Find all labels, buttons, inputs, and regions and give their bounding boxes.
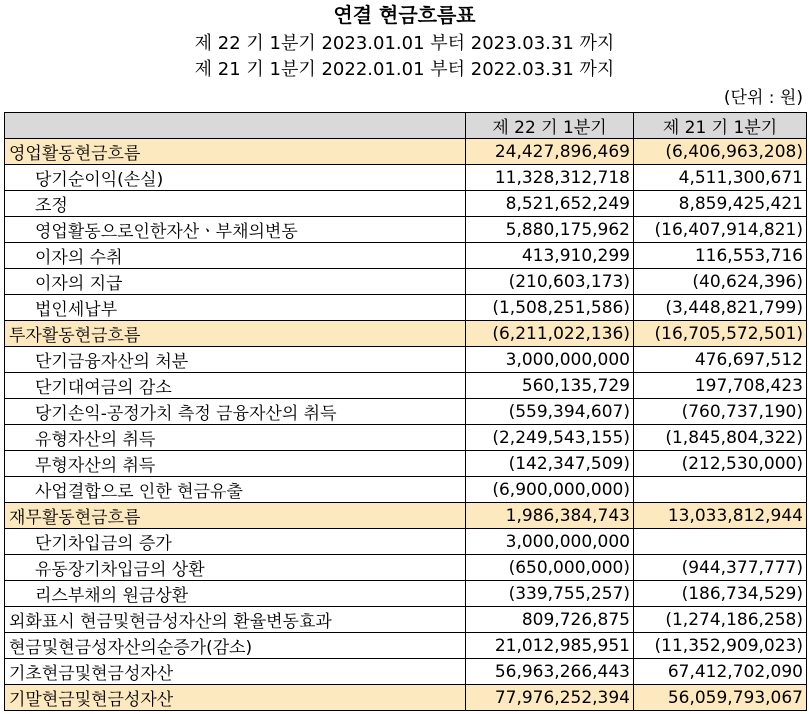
statement-title: 연결 현금흐름표 <box>333 3 476 27</box>
table-row <box>5 191 807 217</box>
row-label: 당기손익-공정가치 측정 금융자산의 취득 <box>5 399 466 425</box>
table-row <box>5 503 807 529</box>
row-label: 단기차입금의 증가 <box>5 529 466 555</box>
row-current-value: 56,963,266,443 <box>466 659 634 685</box>
row-prior-value: (40,624,396) <box>634 269 807 295</box>
row-current-value: 809,726,875 <box>466 607 634 633</box>
table-row <box>5 555 807 581</box>
table-row <box>5 633 807 659</box>
row-label: 영업활동현금흐름 <box>5 139 466 165</box>
row-current-value: 1,986,384,743 <box>466 503 634 529</box>
table-row <box>5 425 807 451</box>
row-prior-value: 67,412,702,090 <box>634 659 807 685</box>
table-row <box>5 217 807 243</box>
header-current-period: 제 22 기 1분기 <box>466 113 634 139</box>
row-prior-value: (3,448,821,799) <box>634 295 807 321</box>
row-prior-value: 197,708,423 <box>634 373 807 399</box>
row-label: 영업활동으로인한자산ㆍ부채의변동 <box>5 217 466 243</box>
table-row <box>5 529 807 555</box>
table-row <box>5 451 807 477</box>
table-row <box>5 685 807 711</box>
row-label: 현금및현금성자산의순증가(감소) <box>5 633 466 659</box>
row-current-value: (210,603,173) <box>466 269 634 295</box>
row-label: 단기금융자산의 처분 <box>5 347 466 373</box>
cash-flow-table <box>4 112 807 711</box>
row-prior-value: 13,033,812,944 <box>634 503 807 529</box>
table-header-row <box>5 113 807 139</box>
row-prior-value: 56,059,793,067 <box>634 685 807 711</box>
table-row <box>5 269 807 295</box>
row-label: 외화표시 현금및현금성자산의 환율변동효과 <box>5 607 466 633</box>
row-label: 투자활동현금흐름 <box>5 321 466 347</box>
row-current-value: (2,249,543,155) <box>466 425 634 451</box>
row-label: 조정 <box>5 191 466 217</box>
row-current-value: 3,000,000,000 <box>466 347 634 373</box>
row-prior-value: (16,705,572,501) <box>634 321 807 347</box>
period-prior: 제 21 기 1분기 2022.01.01 부터 2022.03.31 까지 <box>194 59 615 80</box>
table-row <box>5 139 807 165</box>
row-current-value: (650,000,000) <box>466 555 634 581</box>
row-label: 이자의 지급 <box>5 269 466 295</box>
row-current-value: (339,755,257) <box>466 581 634 607</box>
row-prior-value <box>634 529 807 555</box>
row-label: 무형자산의 취득 <box>5 451 466 477</box>
table-row <box>5 399 807 425</box>
row-prior-value: (186,734,529) <box>634 581 807 607</box>
row-label: 이자의 수취 <box>5 243 466 269</box>
row-label: 법인세납부 <box>5 295 466 321</box>
row-current-value: 5,880,175,962 <box>466 217 634 243</box>
row-current-value: (6,211,022,136) <box>466 321 634 347</box>
row-prior-value <box>634 477 807 503</box>
row-current-value: 3,000,000,000 <box>466 529 634 555</box>
row-prior-value: (944,377,777) <box>634 555 807 581</box>
row-current-value: 8,521,652,249 <box>466 191 634 217</box>
row-current-value: (559,394,607) <box>466 399 634 425</box>
row-prior-value: (16,407,914,821) <box>634 217 807 243</box>
row-prior-value: 116,553,716 <box>634 243 807 269</box>
header-label-cell <box>5 113 466 139</box>
row-prior-value: 4,511,300,671 <box>634 165 807 191</box>
unit-label: (단위 : 원) <box>723 88 803 108</box>
row-label: 기초현금및현금성자산 <box>5 659 466 685</box>
row-current-value: 24,427,896,469 <box>466 139 634 165</box>
row-current-value: (142,347,509) <box>466 451 634 477</box>
row-label: 기말현금및현금성자산 <box>5 685 466 711</box>
row-prior-value: (212,530,000) <box>634 451 807 477</box>
row-current-value: (1,508,251,586) <box>466 295 634 321</box>
row-prior-value: (1,274,186,258) <box>634 607 807 633</box>
period-current: 제 22 기 1분기 2023.01.01 부터 2023.03.31 까지 <box>194 33 615 54</box>
table-row <box>5 321 807 347</box>
row-current-value: 21,012,985,951 <box>466 633 634 659</box>
row-current-value: (6,900,000,000) <box>466 477 634 503</box>
row-current-value: 560,135,729 <box>466 373 634 399</box>
row-prior-value: (760,737,190) <box>634 399 807 425</box>
row-prior-value: 8,859,425,421 <box>634 191 807 217</box>
header-prior-period: 제 21 기 1분기 <box>634 113 807 139</box>
row-label: 단기대여금의 감소 <box>5 373 466 399</box>
row-current-value: 77,976,252,394 <box>466 685 634 711</box>
table-row <box>5 243 807 269</box>
row-label: 유형자산의 취득 <box>5 425 466 451</box>
row-prior-value: (11,352,909,023) <box>634 633 807 659</box>
row-current-value: 413,910,299 <box>466 243 634 269</box>
table-row <box>5 581 807 607</box>
row-label: 사업결합으로 인한 현금유출 <box>5 477 466 503</box>
row-prior-value: 476,697,512 <box>634 347 807 373</box>
row-prior-value: (6,406,963,208) <box>634 139 807 165</box>
table-row <box>5 607 807 633</box>
table-row <box>5 373 807 399</box>
table-row <box>5 477 807 503</box>
table-row <box>5 347 807 373</box>
row-label: 재무활동현금흐름 <box>5 503 466 529</box>
row-current-value: 11,328,312,718 <box>466 165 634 191</box>
table-row <box>5 295 807 321</box>
row-prior-value: (1,845,804,322) <box>634 425 807 451</box>
row-label: 리스부채의 원금상환 <box>5 581 466 607</box>
row-label: 유동장기차입금의 상환 <box>5 555 466 581</box>
table-row <box>5 659 807 685</box>
table-row <box>5 165 807 191</box>
row-label: 당기순이익(손실) <box>5 165 466 191</box>
